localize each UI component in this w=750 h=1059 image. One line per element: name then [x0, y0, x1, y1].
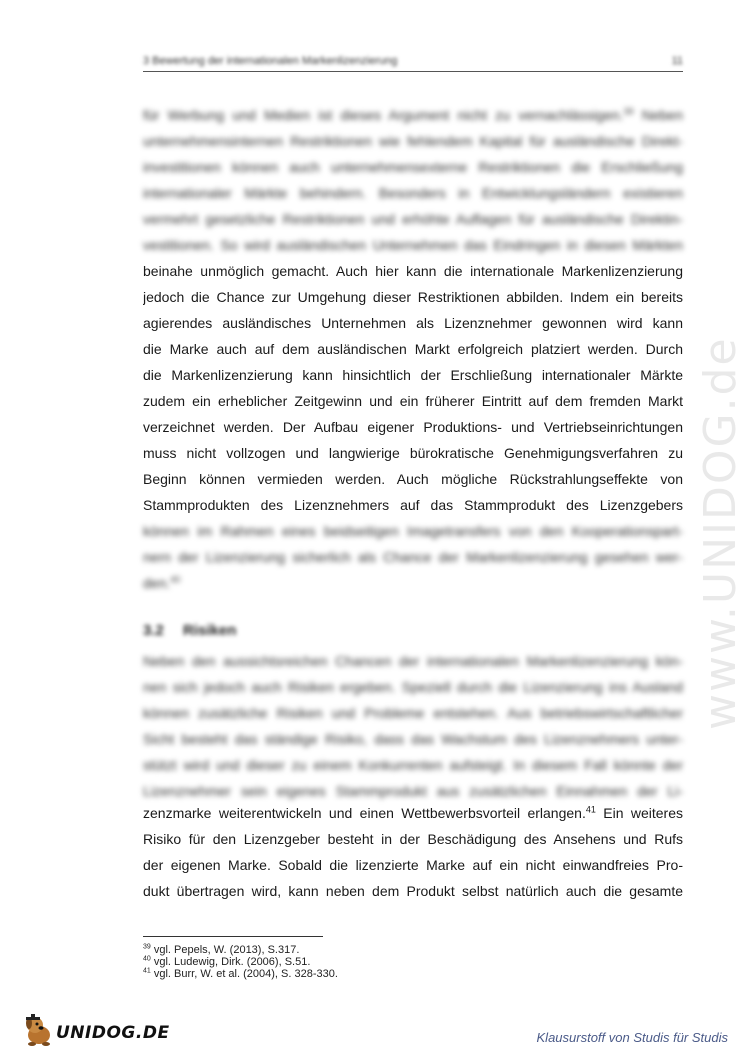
text-line: unternehmensinternen Restriktionen wie fehlendem Kapital für ausländische Direkt- — [143, 133, 683, 149]
paragraph-risks — [143, 800, 683, 904]
paragraph-main-blurred-tail — [143, 518, 683, 596]
watermark: www.UNIDOG.de — [695, 336, 746, 730]
text-line: beinahe unmöglich gemacht. Auch hier kann die internationale Markenlizenzierung — [143, 263, 683, 279]
footnotes — [143, 944, 338, 980]
footer-tagline: Klausurstoff von Studis für Studis — [536, 1030, 728, 1045]
footnote: $^{41}$ vgl. Burr, W. et al. (2004), S. 328-330. — [143, 967, 338, 980]
text-line: der eigenen Marke. Sobald die lizenzierte Marke auf ein nicht einwandfreies Pro- — [143, 857, 683, 873]
footnote: $^{40}$ vgl. Ludewig, Dirk. (2006), S.51. — [143, 955, 311, 968]
footnote: $^{39}$ vgl. Pepels, W. (2013), S.317. — [143, 943, 300, 956]
header-title: 3 Bewertung der internationalen Markenlizenzierung — [143, 55, 398, 67]
paragraph-main — [143, 258, 683, 518]
running-header — [143, 55, 683, 72]
paragraph-risks-blurred — [143, 648, 683, 804]
text-line: können im Rahmen eines beidseitigen Imagetransfers von den Kooperationspart- — [143, 523, 683, 539]
text-line: die Marke auch auf dem ausländischen Markt erfolgreich platziert werden. Durch — [143, 341, 683, 357]
text-line: Beginn können vermieden werden. Auch mögliche Rückstrahlungseffekte von — [143, 471, 683, 487]
text-line: vestitionen. So wird ausländischen Unternehmen das Eindringen in diesen Märkten — [143, 237, 683, 253]
text-line: können zusätzliche Risiken und Probleme entstehen. Aus betriebswirtschaftlicher — [143, 705, 683, 721]
text-line: internationaler Märkte behindern. Besonders in Entwicklungsländern existieren — [143, 185, 683, 201]
text-line: Sicht besteht das ständige Risiko, dass das Wachstum des Lizenznehmers unter- — [143, 731, 683, 747]
text-line: zudem ein erheblicher Zeitgewinn und ein früherer Eintritt auf dem fremden Markt — [143, 393, 683, 409]
text-line: nern der Lizenzierung sicherlich als Chance der Markenlizenzierung gesehen wer- — [143, 549, 683, 565]
page-number: 11 — [671, 55, 683, 67]
text-line: Stammprodukten des Lizenznehmers auf das Stammprodukt des Lizenzgebers — [143, 497, 683, 513]
text-line: Lizenznehmer sein eigenes Stammprodukt aus zusätzlichen Einnahmen der Li- — [143, 783, 683, 799]
footer-brand: UNIDOG.DE — [56, 1023, 170, 1043]
text-line: für Werbung und Medien ist dieses Argument nicht zu vernachlässigen.$^{39}$ Neben — [143, 106, 683, 123]
dog-mascot-icon — [22, 1013, 58, 1047]
text-line: verzeichnet werden. Der Aufbau eigener Produktions- und Vertriebseinrichtungen — [143, 419, 683, 435]
text-line: jedoch die Chance zur Umgehung dieser Restriktionen abbilden. Indem ein bereits — [143, 289, 683, 305]
text-line: investitionen können auch unternehmensexterne Restriktionen die Erschließung — [143, 159, 683, 175]
footnote-divider — [143, 936, 323, 937]
text-line: Neben den aussichtsreichen Chancen der internationalen Markenlizenzierung kön- — [143, 653, 683, 669]
text-line: agierendes ausländisches Unternehmen als Lizenznehmer gewonnen wird kann — [143, 315, 683, 331]
text-line: Risiko für den Lizenzgeber besteht in der Beschädigung des Ansehens und Rufs — [143, 831, 683, 847]
text-line: stützt wird und dieser zu einem Konkurrenten aufsteigt. In diesem Fall könnte der — [143, 757, 683, 773]
section-heading — [143, 622, 236, 639]
text-line: nen sich jedoch auch Risiken ergeben. Speziell durch die Lizenzierung ins Ausland — [143, 679, 683, 695]
section-number: 3.2 — [143, 622, 164, 639]
text-line: die Markenlizenzierung kann hinsichtlich der Erschließung internationaler Märkte — [143, 367, 683, 383]
footer-logo — [22, 1013, 170, 1047]
text-line: dukt übertragen wird, kann neben dem Produkt selbst natürlich auch die gesamte — [143, 883, 683, 899]
text-line: zenzmarke weiterentwickeln und einen Wettbewerbsvorteil erlangen.$^{41}$ Ein weiteres — [143, 804, 683, 821]
text-line: vermehrt gesetzliche Restriktionen und erhöhte Auflagen für ausländische Direktin- — [143, 211, 683, 227]
paragraph-intro-blurred — [143, 102, 683, 258]
text-line: muss nicht vollzogen und langwierige bürokratische Genehmigungsverfahren zu — [143, 445, 683, 461]
section-title: Risiken — [183, 622, 237, 639]
text-line: den.$^{40}$ — [143, 574, 181, 591]
